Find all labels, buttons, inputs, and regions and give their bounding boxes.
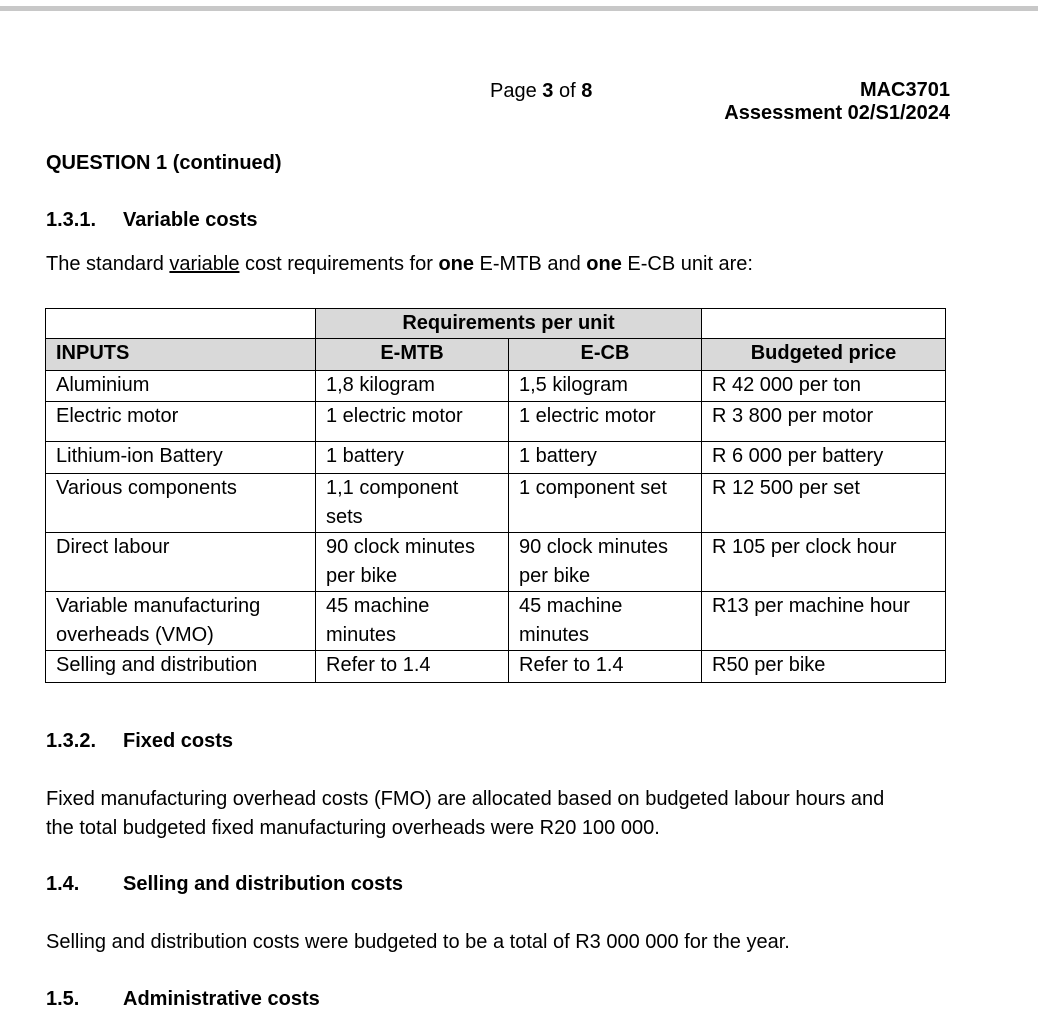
table-row	[46, 371, 946, 402]
course-code: MAC3701	[859, 79, 950, 101]
assessment-code: Assessment 02/S1/2024	[724, 102, 950, 124]
top-border-bar	[0, 6, 1038, 11]
question-heading: QUESTION 1 (continued)	[46, 152, 282, 174]
cell-input: Selling and distribution	[46, 651, 316, 683]
cell-ecb: 1 electric motor	[509, 402, 702, 442]
cell-ecb: 90 clock minutes per bike	[509, 533, 702, 592]
cell-ecb: 1 battery	[509, 442, 702, 474]
intro-paragraph: The standard variable cost requirements for one E-MTB and one E-CB unit are:	[46, 253, 753, 275]
requirements-group-header: Requirements per unit	[316, 309, 702, 339]
page-number: Page 3 of 8	[490, 80, 593, 102]
cell-emtb: 90 clock minutes per bike	[316, 533, 509, 592]
cell-emtb: 1,1 component sets	[316, 474, 509, 533]
section-heading-variable-costs: 1.3.1. Variable costs	[46, 209, 258, 231]
table-row	[46, 651, 946, 683]
course-info	[724, 79, 950, 125]
section-heading-fixed-costs: 1.3.2. Fixed costs	[46, 730, 234, 752]
cell-input: Electric motor	[46, 402, 316, 442]
header-emtb: E-MTB	[316, 339, 509, 371]
cell-emtb: 1 battery	[316, 442, 509, 474]
cell-ecb: 45 machine minutes	[509, 592, 702, 651]
table-header-row	[46, 339, 946, 371]
cell-ecb: 1,5 kilogram	[509, 371, 702, 402]
cell-input: Lithium-ion Battery	[46, 442, 316, 474]
table-row	[46, 474, 946, 533]
cell-input: Direct labour	[46, 533, 316, 592]
section-heading-administrative-costs: 1.5. Administrative costs	[46, 988, 320, 1010]
cell-emtb: Refer to 1.4	[316, 651, 509, 683]
cell-input: Aluminium	[46, 371, 316, 402]
cell-price: R13 per machine hour	[702, 592, 946, 651]
empty-cell	[702, 309, 946, 339]
empty-cell	[46, 309, 316, 339]
table-row	[46, 442, 946, 474]
variable-cost-table	[45, 308, 946, 683]
cell-price: R 12 500 per set	[702, 474, 946, 533]
table-row	[46, 402, 946, 442]
header-inputs: INPUTS	[46, 339, 316, 371]
fmo-paragraph: Fixed manufacturing overhead costs (FMO) are allocated based on budgeted labour hours and the total budgeted fixed manufacturing overheads were R20 100 000.	[46, 788, 885, 839]
header-budgeted-price: Budgeted price	[702, 339, 946, 371]
cell-input: Variable manufacturing overheads (VMO)	[46, 592, 316, 651]
cell-emtb: 45 machine minutes	[316, 592, 509, 651]
table-row	[46, 592, 946, 651]
cell-ecb: Refer to 1.4	[509, 651, 702, 683]
table-group-header-row	[46, 309, 946, 339]
header-ecb: E-CB	[509, 339, 702, 371]
selling-distribution-paragraph: Selling and distribution costs were budgeted to be a total of R3 000 000 for the year.	[46, 931, 790, 953]
cell-input: Various components	[46, 474, 316, 533]
section-heading-selling-distribution: 1.4. Selling and distribution costs	[46, 873, 404, 895]
cell-price: R 105 per clock hour	[702, 533, 946, 592]
cell-price: R 6 000 per battery	[702, 442, 946, 474]
cell-price: R 42 000 per ton	[702, 371, 946, 402]
cell-ecb: 1 component set	[509, 474, 702, 533]
cell-emtb: 1,8 kilogram	[316, 371, 509, 402]
cell-price: R50 per bike	[702, 651, 946, 683]
cell-emtb: 1 electric motor	[316, 402, 509, 442]
cell-price: R 3 800 per motor	[702, 402, 946, 442]
table-row	[46, 533, 946, 592]
